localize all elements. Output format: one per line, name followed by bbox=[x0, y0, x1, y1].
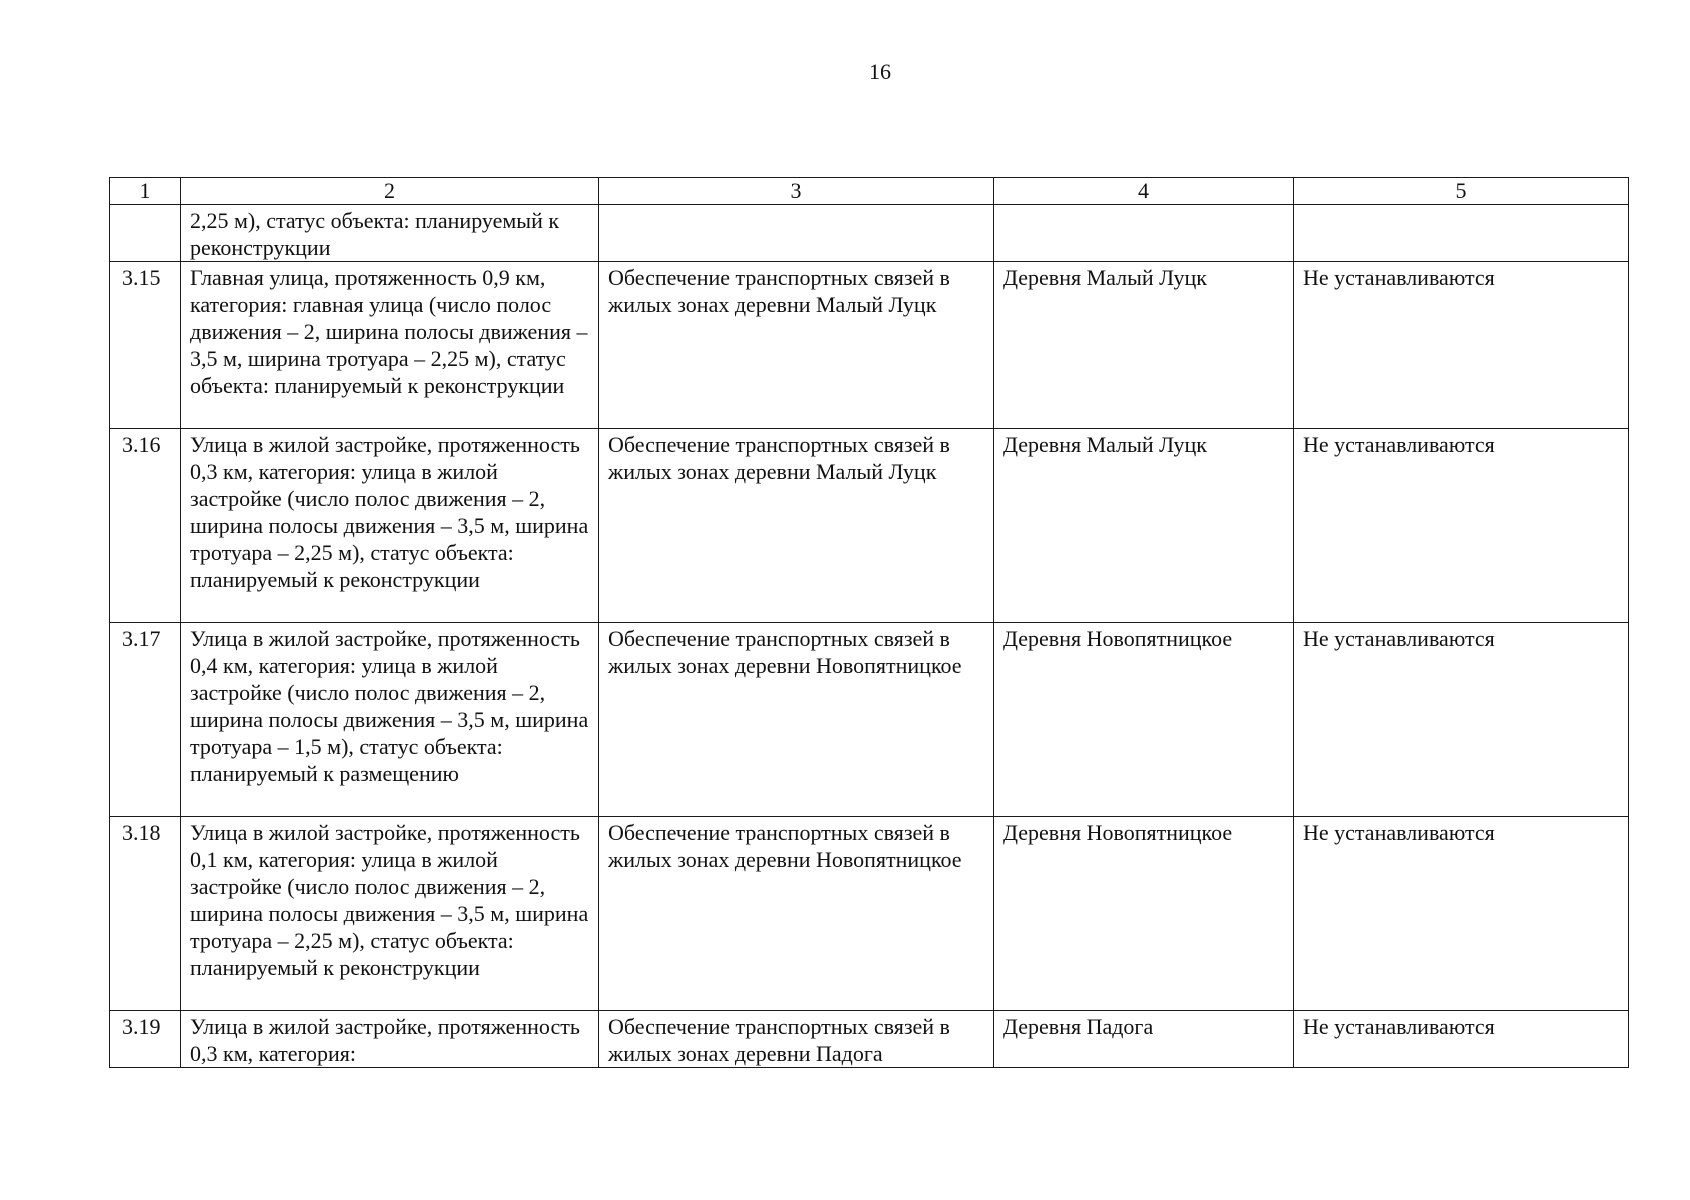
row-number-cell bbox=[110, 205, 181, 262]
objects-table bbox=[109, 177, 1629, 1068]
special-zones-cell bbox=[1294, 205, 1629, 262]
object-location-cell bbox=[994, 205, 1294, 262]
object-purpose-cell: Обеспечение транспортных связей в жилых зонах деревни Малый Луцк bbox=[599, 262, 994, 429]
object-purpose-cell: Обеспечение транспортных связей в жилых зонах деревни Новопятницкое bbox=[599, 817, 994, 1011]
object-location-cell: Деревня Новопятницкое bbox=[994, 817, 1294, 1011]
row-number-cell: 3.16 bbox=[110, 429, 181, 623]
object-name-cell: Главная улица, протяженность 0,9 км, категория: главная улица (число полос движения – 2, ширина полосы движения – 3,5 м, ширина тротуара – 2,25 м), статус объекта: планируемый к реконструкции bbox=[181, 262, 599, 429]
table-row bbox=[110, 205, 1629, 262]
table-row bbox=[110, 1011, 1629, 1068]
object-location-cell: Деревня Малый Луцк bbox=[994, 429, 1294, 623]
row-number-cell: 3.18 bbox=[110, 817, 181, 1011]
row-number-cell: 3.19 bbox=[110, 1011, 181, 1068]
special-zones-cell: Не устанавливаются bbox=[1294, 1011, 1629, 1068]
object-name-cell: Улица в жилой застройке, протяженность 0,3 км, категория: улица в жилой застройке (число полос движения – 2, ширина полосы движения – 3,5 м, ширина тротуара – 2,25 м), статус объекта: планируемый к реконструкции bbox=[181, 429, 599, 623]
row-number-cell: 3.15 bbox=[110, 262, 181, 429]
object-purpose-cell: Обеспечение транспортных связей в жилых зонах деревни Малый Луцк bbox=[599, 429, 994, 623]
special-zones-cell: Не устанавливаются bbox=[1294, 429, 1629, 623]
row-number-cell: 3.17 bbox=[110, 623, 181, 817]
table-header-row bbox=[110, 178, 1629, 205]
special-zones-cell: Не устанавливаются bbox=[1294, 817, 1629, 1011]
object-purpose-cell: Обеспечение транспортных связей в жилых зонах деревни Падога bbox=[599, 1011, 994, 1068]
table-row bbox=[110, 429, 1629, 623]
object-name-cell: Улица в жилой застройке, протяженность 0,1 км, категория: улица в жилой застройке (число полос движения – 2, ширина полосы движения – 3,5 м, ширина тротуара – 2,25 м), статус объекта: планируемый к реконструкции bbox=[181, 817, 599, 1011]
column-number-5: 5 bbox=[1294, 178, 1629, 205]
special-zones-cell: Не устанавливаются bbox=[1294, 262, 1629, 429]
object-purpose-cell: Обеспечение транспортных связей в жилых зонах деревни Новопятницкое bbox=[599, 623, 994, 817]
object-name-cell: Улица в жилой застройке, протяженность 0,4 км, категория: улица в жилой застройке (число полос движения – 2, ширина полосы движения – 3,5 м, ширина тротуара – 1,5 м), статус объекта: планируемый к размещению bbox=[181, 623, 599, 817]
object-purpose-cell bbox=[599, 205, 994, 262]
table-row bbox=[110, 262, 1629, 429]
column-number-3: 3 bbox=[599, 178, 994, 205]
table-row bbox=[110, 623, 1629, 817]
object-name-cell: 2,25 м), статус объекта: планируемый к реконструкции bbox=[181, 205, 599, 262]
column-number-1: 1 bbox=[110, 178, 181, 205]
table-row bbox=[110, 817, 1629, 1011]
object-location-cell: Деревня Малый Луцк bbox=[994, 262, 1294, 429]
page-number: 16 bbox=[869, 59, 891, 84]
object-location-cell: Деревня Новопятницкое bbox=[994, 623, 1294, 817]
special-zones-cell: Не устанавливаются bbox=[1294, 623, 1629, 817]
object-name-cell: Улица в жилой застройке, протяженность 0,3 км, категория: bbox=[181, 1011, 599, 1068]
object-location-cell: Деревня Падога bbox=[994, 1011, 1294, 1068]
column-number-2: 2 bbox=[181, 178, 599, 205]
column-number-4: 4 bbox=[994, 178, 1294, 205]
